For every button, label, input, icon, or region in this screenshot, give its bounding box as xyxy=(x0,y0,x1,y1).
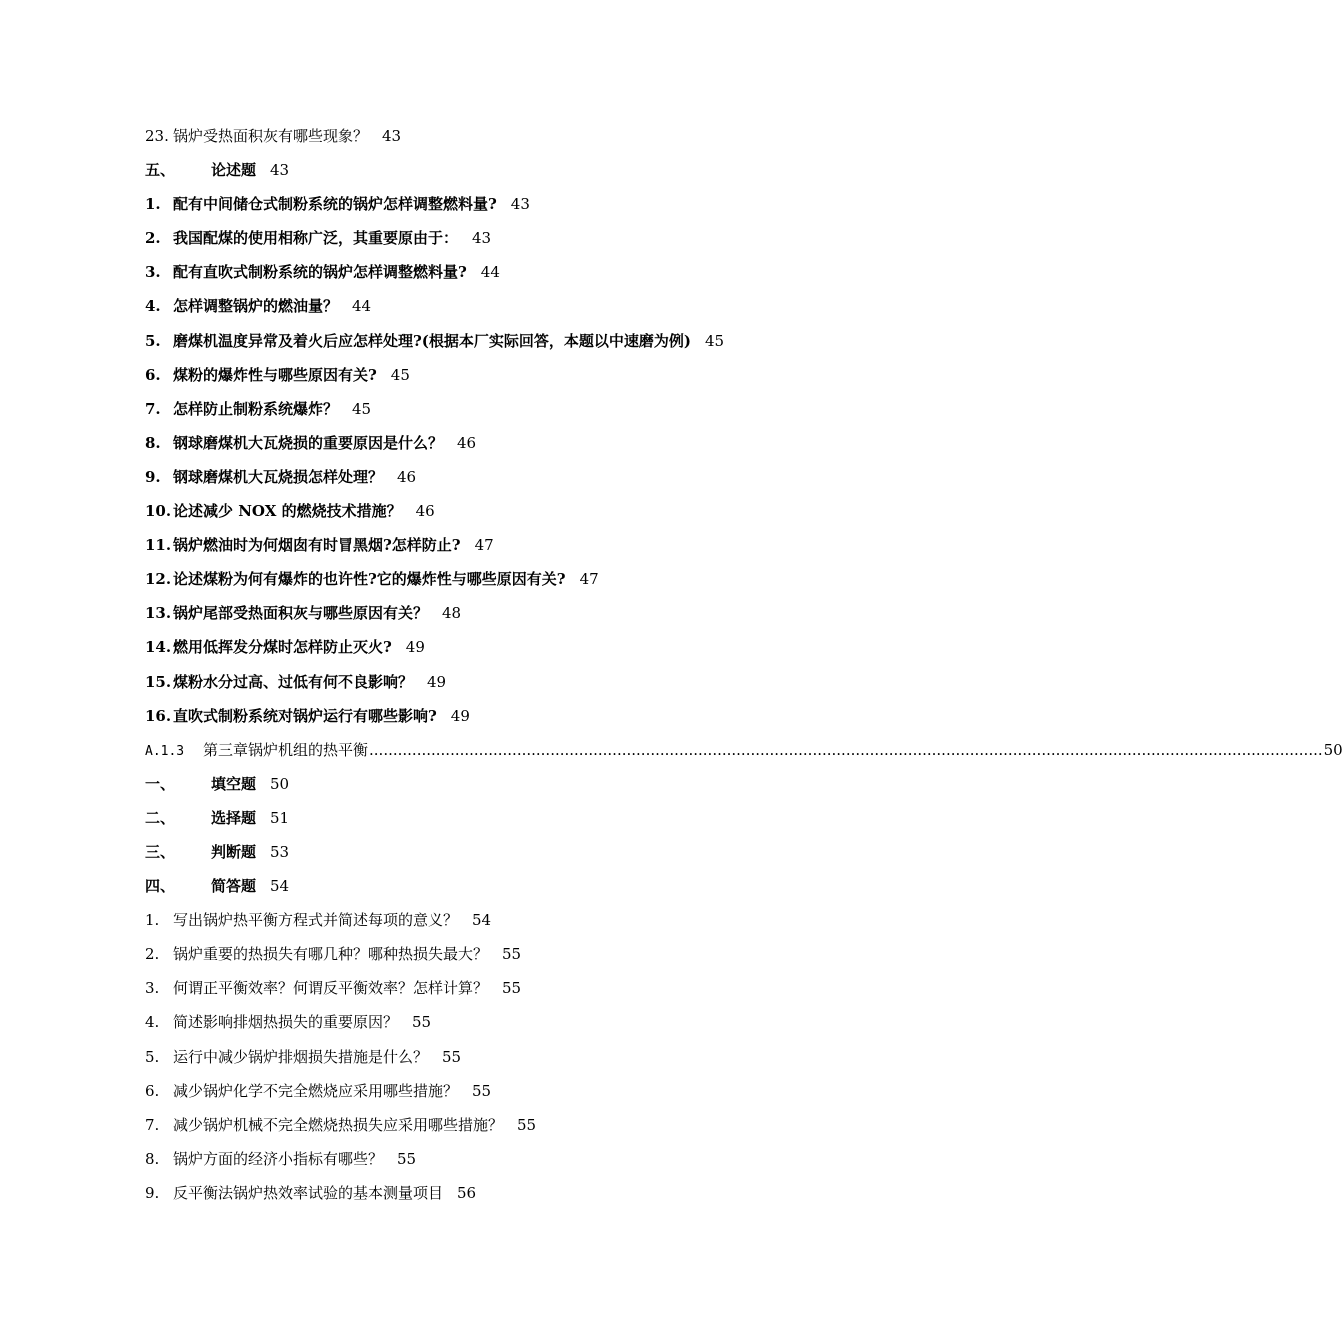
toc-entry-title: 锅炉燃油时为何烟囱有时冒黑烟?怎样防止? xyxy=(173,536,461,555)
toc-entry-title: 钢球磨煤机大瓦烧损怎样处理？ xyxy=(173,467,384,486)
toc-entry-title: 锅炉重要的热损失有哪几种？哪种热损失最大？ xyxy=(173,945,489,964)
toc-entry-title: 煤粉水分过高、过低有何不良影响？ xyxy=(173,672,414,691)
toc-entry-title: 锅炉尾部受热面积灰与哪些原因有关？ xyxy=(173,604,429,623)
toc-section-entry[interactable] xyxy=(145,806,835,840)
toc-page-number: 44 xyxy=(352,297,372,316)
toc-section-entry[interactable] xyxy=(145,772,835,806)
toc-item-entry[interactable] xyxy=(145,397,835,431)
toc-entry-title: 燃用低挥发分煤时怎样防止灭火? xyxy=(173,638,392,657)
toc-entry-number: 4. xyxy=(145,297,161,316)
toc-item-entry[interactable] xyxy=(145,1079,835,1113)
toc-item-entry[interactable] xyxy=(145,567,835,601)
toc-chapter-entry[interactable] xyxy=(145,738,1343,772)
toc-item-entry[interactable] xyxy=(145,976,835,1010)
toc-entry-number: 一、 xyxy=(145,774,176,793)
toc-entry-number: 6. xyxy=(145,365,161,384)
toc-entry-number: 3. xyxy=(145,263,161,282)
toc-item-entry[interactable] xyxy=(145,329,835,363)
toc-page-number: 49 xyxy=(450,706,470,725)
toc-entry-number: 8. xyxy=(145,433,161,452)
toc-item-entry[interactable] xyxy=(145,533,835,567)
toc-entry-title: 钢球磨煤机大瓦烧损的重要原因是什么？ xyxy=(173,433,444,452)
toc-page-number: 45 xyxy=(352,399,372,418)
toc-page-number: 51 xyxy=(270,808,290,827)
toc-item-entry[interactable] xyxy=(145,124,835,158)
toc-entry-number: 7. xyxy=(145,1115,160,1134)
toc-entry-number: 7. xyxy=(145,399,161,418)
toc-entry-title: 减少锅炉机械不完全燃烧热损失应采用哪些措施？ xyxy=(173,1115,504,1134)
toc-entry-number: 16. xyxy=(145,706,172,725)
toc-item-entry[interactable] xyxy=(145,601,835,635)
toc-dot-leader: ........................................................................................................................................................................................................ xyxy=(369,740,1323,759)
toc-item-entry[interactable] xyxy=(145,1181,835,1215)
toc-page-number: 43 xyxy=(472,229,492,248)
toc-entry-title: 锅炉受热面积灰有哪些现象？ xyxy=(173,127,369,145)
toc-page-number: 47 xyxy=(579,570,599,589)
toc-entry-number: 13. xyxy=(145,604,172,623)
toc-item-entry[interactable] xyxy=(145,1147,835,1181)
toc-entry-title: 论述煤粉为何有爆炸的也许性?它的爆炸性与哪些原因有关? xyxy=(173,570,566,589)
toc-item-entry[interactable] xyxy=(145,635,835,669)
toc-page-number: 43 xyxy=(270,161,290,180)
toc-entry-number: 二、 xyxy=(145,808,176,827)
toc-item-entry[interactable] xyxy=(145,260,835,294)
toc-entry-number: 14. xyxy=(145,638,172,657)
toc-entry-number: 15. xyxy=(145,672,172,691)
toc-page-number: 54 xyxy=(270,877,290,896)
toc-entry-title: 配有直吹式制粉系统的锅炉怎样调整燃料量? xyxy=(173,263,467,282)
toc-section-entry[interactable] xyxy=(145,874,835,908)
toc-entry-title: 写出锅炉热平衡方程式并简述每项的意义？ xyxy=(173,911,459,930)
toc-item-entry[interactable] xyxy=(145,431,835,465)
toc-entry-title: 怎样防止制粉系统爆炸？ xyxy=(173,399,339,418)
toc-item-entry[interactable] xyxy=(145,1010,835,1044)
toc-item-entry[interactable] xyxy=(145,192,835,226)
toc-item-entry[interactable] xyxy=(145,670,835,704)
toc-item-entry[interactable] xyxy=(145,1045,835,1079)
toc-item-entry[interactable] xyxy=(145,465,835,499)
toc-entry-title: 何谓正平衡效率？何谓反平衡效率？怎样计算？ xyxy=(173,979,489,998)
toc-page-number: 47 xyxy=(474,536,494,555)
toc-page-number: 46 xyxy=(415,502,435,521)
toc-entry-number: 3. xyxy=(145,979,160,998)
toc-entry-title: 论述题 xyxy=(211,161,257,180)
toc-entry-title: 磨煤机温度异常及着火后应怎样处理?(根据本厂实际回答，本题以中速磨为例) xyxy=(173,331,691,350)
toc-entry-number: 三、 xyxy=(145,842,176,861)
toc-entry-title: 配有中间储仓式制粉系统的锅炉怎样调整燃料量? xyxy=(173,195,497,214)
toc-page-number: 55 xyxy=(502,979,522,998)
toc-page-number: 48 xyxy=(442,604,462,623)
toc-entry-number: 4. xyxy=(145,1013,160,1032)
toc-entry-number: 5. xyxy=(145,331,161,350)
toc-entry-title: 判断题 xyxy=(211,842,257,861)
toc-page-number: 55 xyxy=(442,1047,462,1066)
toc-entry-number: 2. xyxy=(145,945,160,964)
toc-page-number: 45 xyxy=(705,331,725,350)
toc-entry-title: 简述影响排烟热损失的重要原因？ xyxy=(173,1013,399,1032)
toc-entry-title: 论述减少 NOX 的燃烧技术措施？ xyxy=(173,502,402,521)
toc-page-number: 56 xyxy=(457,1183,477,1202)
toc-item-entry[interactable] xyxy=(145,942,835,976)
toc-item-entry[interactable] xyxy=(145,226,835,260)
toc-item-entry[interactable] xyxy=(145,363,835,397)
toc-page-number: 55 xyxy=(517,1115,537,1134)
toc-entry-title: 反平衡法锅炉热效率试验的基本测量项目 xyxy=(173,1183,444,1202)
toc-entry-number: 12. xyxy=(145,570,172,589)
toc-entry-number: 5. xyxy=(145,1047,160,1066)
toc-page-number: 55 xyxy=(397,1149,417,1168)
toc-entry-number: 23. xyxy=(145,127,169,145)
toc-section-entry[interactable] xyxy=(145,158,835,192)
toc-entry-number: 8. xyxy=(145,1149,160,1168)
toc-entry-number: 10. xyxy=(145,502,172,521)
toc-item-entry[interactable] xyxy=(145,704,835,738)
toc-entry-title: 填空题 xyxy=(211,774,257,793)
toc-entry-title: 简答题 xyxy=(211,877,257,896)
toc-page-number: 50 xyxy=(1323,740,1343,759)
toc-entry-number: 11. xyxy=(145,536,172,555)
toc-item-entry[interactable] xyxy=(145,908,835,942)
table-of-contents xyxy=(145,124,1343,1215)
toc-page-number: 55 xyxy=(412,1013,432,1032)
toc-page-number: 54 xyxy=(472,911,492,930)
toc-item-entry[interactable] xyxy=(145,294,835,328)
toc-entry-number: 2. xyxy=(145,229,161,248)
toc-entry-title: 运行中减少锅炉排烟损失措施是什么？ xyxy=(173,1047,429,1066)
toc-page-number: 49 xyxy=(427,672,447,691)
toc-entry-title: 怎样调整锅炉的燃油量？ xyxy=(173,297,339,316)
toc-page-number: 55 xyxy=(472,1081,492,1100)
toc-entry-number: 6. xyxy=(145,1081,160,1100)
toc-item-entry[interactable] xyxy=(145,499,835,533)
toc-page-number: 43 xyxy=(382,127,402,145)
toc-entry-title: 锅炉方面的经济小指标有哪些？ xyxy=(173,1149,384,1168)
toc-entry-number: A.1.3 xyxy=(145,743,185,759)
toc-section-entry[interactable] xyxy=(145,840,835,874)
toc-entry-number: 1. xyxy=(145,195,161,214)
toc-page-number: 49 xyxy=(405,638,425,657)
toc-page-number: 53 xyxy=(270,842,290,861)
toc-entry-title: 煤粉的爆炸性与哪些原因有关? xyxy=(173,365,377,384)
toc-item-entry[interactable] xyxy=(145,1113,835,1147)
toc-entry-number: 四、 xyxy=(145,877,176,896)
toc-page-number: 46 xyxy=(457,433,477,452)
toc-page-number: 50 xyxy=(270,774,290,793)
toc-entry-title: 我国配煤的使用相称广泛，其重要原由于： xyxy=(173,229,459,248)
toc-page-number: 55 xyxy=(502,945,522,964)
toc-entry-number: 1. xyxy=(145,911,160,930)
toc-entry-title: 直吹式制粉系统对锅炉运行有哪些影响? xyxy=(173,706,437,725)
toc-entry-number: 五、 xyxy=(145,161,176,180)
toc-page-number: 45 xyxy=(390,365,410,384)
toc-entry-title: 减少锅炉化学不完全燃烧应采用哪些措施？ xyxy=(173,1081,459,1100)
toc-entry-title: 选择题 xyxy=(211,808,257,827)
toc-page-number: 44 xyxy=(480,263,500,282)
toc-entry-number: 9. xyxy=(145,467,161,486)
toc-entry-title: 第三章锅炉机组的热平衡 xyxy=(203,740,369,759)
toc-entry-number: 9. xyxy=(145,1183,160,1202)
toc-page-number: 43 xyxy=(510,195,530,214)
toc-page-number: 46 xyxy=(397,467,417,486)
